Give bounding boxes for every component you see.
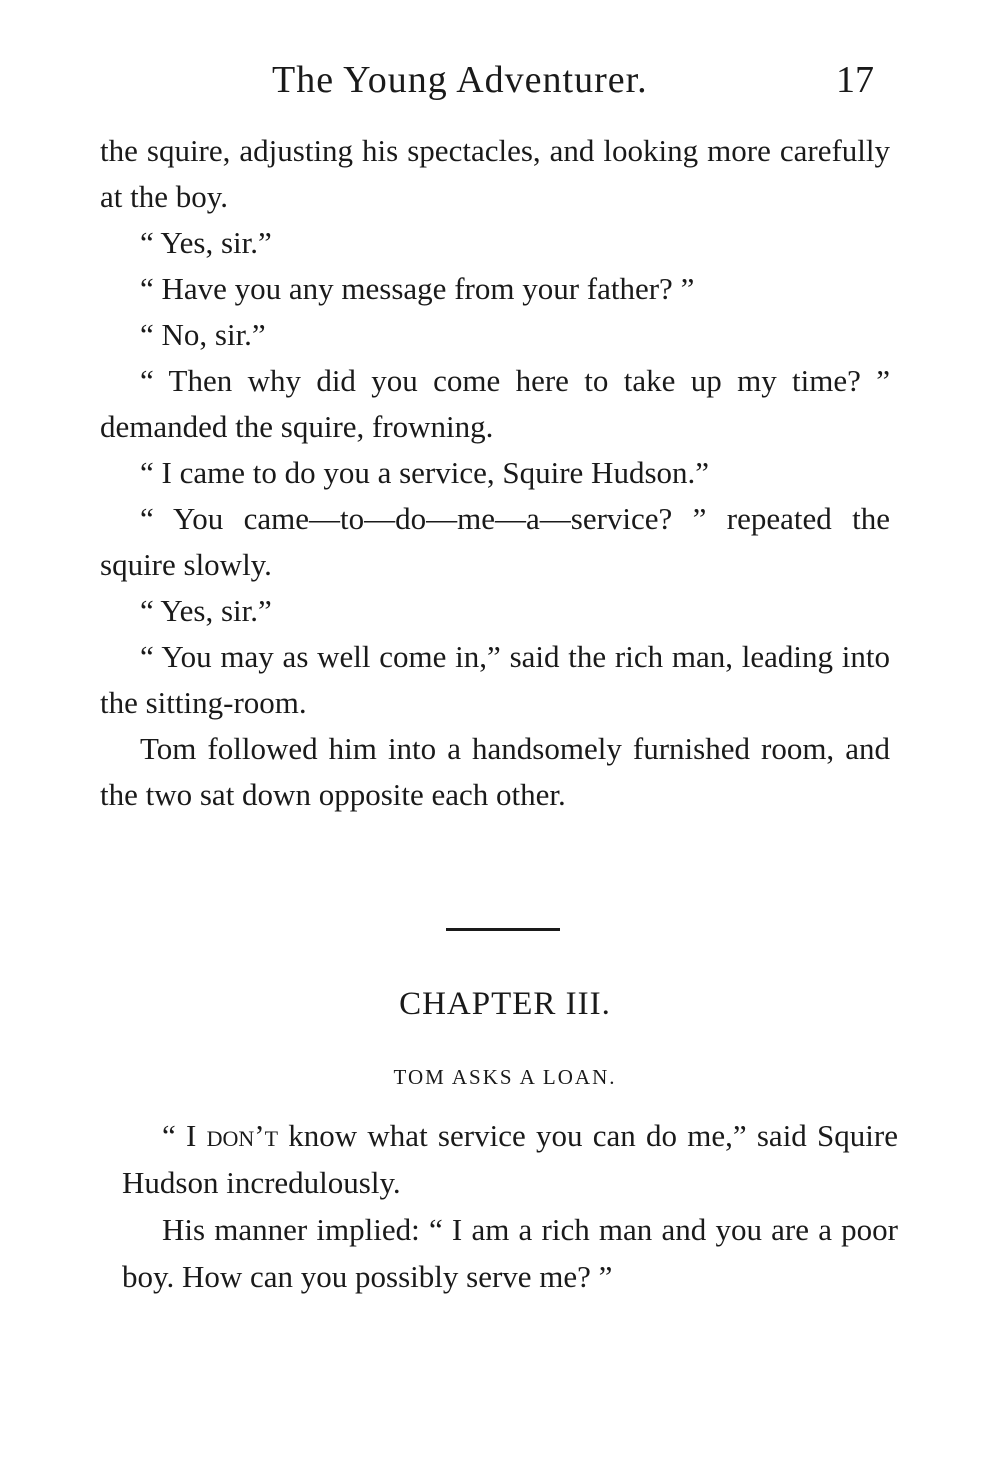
paragraph: “ Have you any message from your father? ” (140, 271, 695, 306)
paragraph: “ You may as well come in,” said the rich man, leading into the sitting-room. (100, 639, 890, 720)
paragraph: “ You came—to—do—me—a—service? ” repeated the squire slowly. (100, 501, 890, 582)
body-text (100, 128, 890, 818)
paragraph: His manner implied: “ I am a rich man and you are a poor boy. How can you possibly serve me? ” (122, 1212, 898, 1294)
chapter-text (122, 1112, 898, 1300)
chapter-subtitle: TOM ASKS A LOAN. (393, 1065, 617, 1089)
chapter-heading: CHAPTER III. (399, 986, 611, 1022)
paragraph: “ Yes, sir.” (140, 225, 272, 260)
opening-quote: “ I (162, 1118, 207, 1153)
opening-smallcaps: don’t (206, 1118, 279, 1153)
paragraph: Tom followed him into a handsomely furnished room, and the two sat down opposite each other. (100, 731, 890, 812)
section-divider (446, 928, 560, 931)
paragraph: “ I came to do you a service, Squire Hudson.” (140, 455, 710, 490)
paragraph: “ No, sir.” (140, 317, 266, 352)
chapter-opening-paragraph (122, 1112, 898, 1206)
page-header (0, 58, 1000, 108)
paragraph: “ Then why did you come here to take up my time? ” demanded the squire, frowning. (100, 363, 890, 444)
paragraph: the squire, adjusting his spectacles, and looking more carefully at the boy. (100, 133, 890, 214)
running-title: The Young Adventurer. (272, 59, 648, 101)
page-number: 17 (836, 59, 874, 101)
paragraph: “ Yes, sir.” (140, 593, 272, 628)
opening-rest: know what service you can do me,” said Squire Hudson incredulously. (122, 1118, 898, 1200)
